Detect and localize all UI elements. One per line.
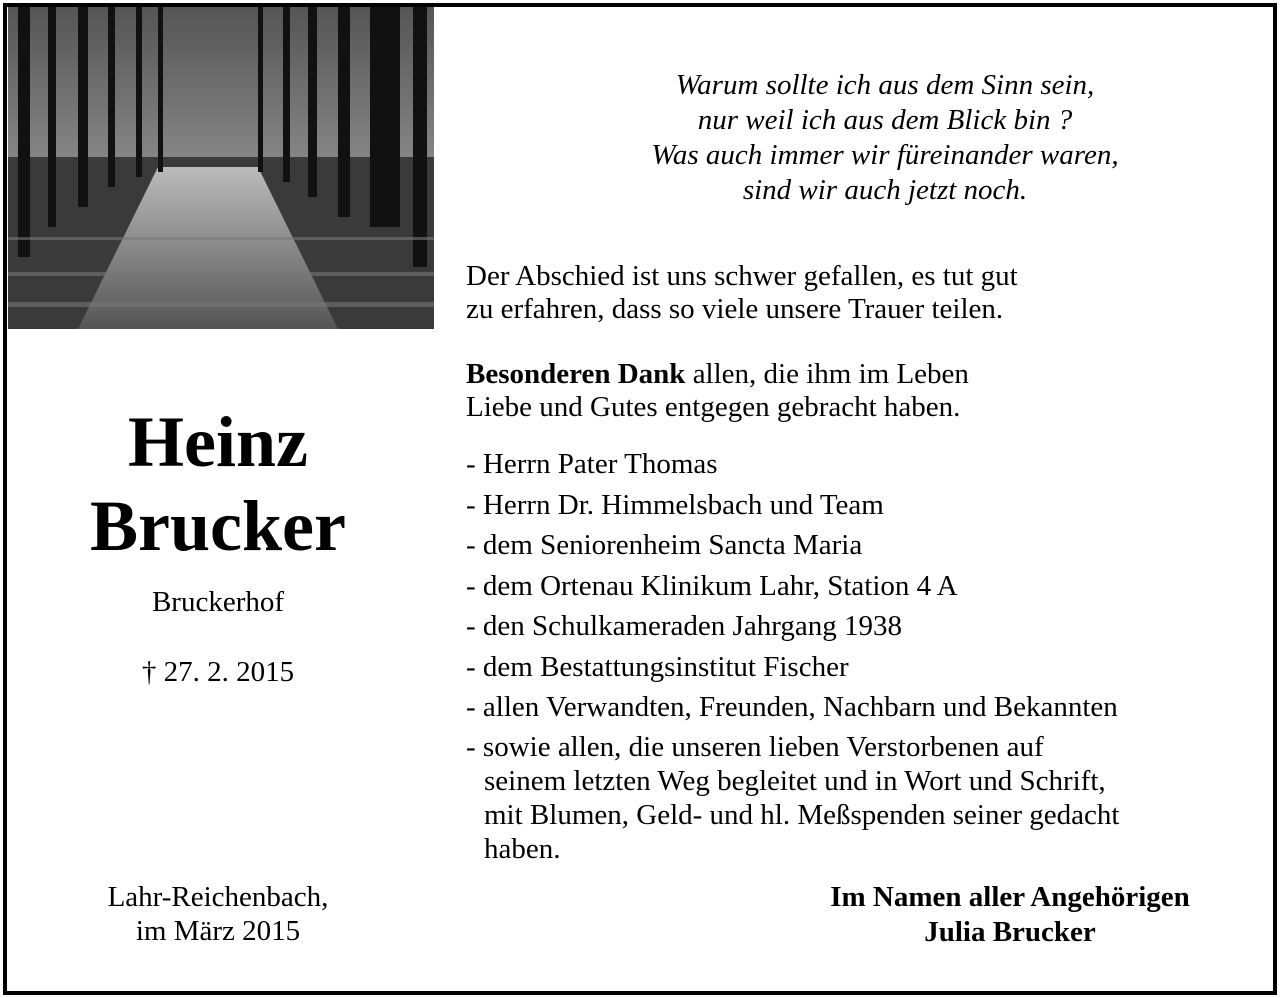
signature xyxy=(760,880,1260,950)
poem xyxy=(640,68,1250,208)
deceased-name xyxy=(8,400,428,568)
list-item: - dem Bestattungsinstitut Fischer xyxy=(466,650,849,683)
location-line-2: im März 2015 xyxy=(135,915,301,947)
thanks-intro-line-2: zu erfahren, dass so viele unsere Trauer teilen. xyxy=(466,293,1004,325)
thanks-list xyxy=(466,444,1256,866)
special-thanks-bold: Besonderen Dank xyxy=(466,358,686,390)
poem-line-1: Warum sollte ich aus dem Sinn sein, xyxy=(675,69,1095,101)
deceased-place: Bruckerhof xyxy=(151,586,285,618)
location-date xyxy=(8,880,428,948)
last-name: Brucker xyxy=(90,486,346,566)
list-item: - den Schulkameraden Jahrgang 1938 xyxy=(466,610,902,642)
last-item-line-1: - sowie allen, die unseren lieben Verstorbenen auf xyxy=(466,730,1044,763)
poem-line-2: nur weil ich aus dem Blick bin ? xyxy=(697,104,1073,136)
death-date: † 27. 2. 2015 xyxy=(141,656,295,688)
list-item: - dem Ortenau Klinikum Lahr, Station 4 A xyxy=(466,569,958,602)
special-thanks xyxy=(466,358,1256,424)
forest-path-image xyxy=(8,7,434,329)
thanks-intro xyxy=(466,260,1256,326)
special-thanks-rest: allen, die ihm im Leben xyxy=(685,358,969,390)
list-item: - allen Verwandten, Freunden, Nachbarn und Bekannten xyxy=(466,691,1118,723)
poem-line-3: Was auch immer wir füreinander waren, xyxy=(651,139,1119,171)
special-thanks-line-1 xyxy=(466,358,1256,391)
signature-line-2: Julia Brucker xyxy=(924,916,1096,948)
poem-line-4: sind wir auch jetzt noch. xyxy=(742,174,1028,206)
location-line-1: Lahr-Reichenbach, xyxy=(107,881,329,913)
last-item-line-4: haben. xyxy=(484,832,561,865)
special-thanks-line-2: Liebe und Gutes entgegen gebracht haben. xyxy=(466,391,961,423)
first-name: Heinz xyxy=(128,402,308,482)
thanks-intro-line-1: Der Abschied ist uns schwer gefallen, es tut gut xyxy=(466,260,1018,292)
list-item-last xyxy=(466,728,1256,866)
list-item: - Herrn Dr. Himmelsbach und Team xyxy=(466,488,884,521)
signature-line-1: Im Namen aller Angehörigen xyxy=(830,881,1190,913)
last-item-line-3: mit Blumen, Geld- und hl. Meßspenden seiner gedacht xyxy=(484,798,1120,831)
list-item: - dem Seniorenheim Sancta Maria xyxy=(466,529,863,561)
forest-path-image-svg xyxy=(8,7,434,329)
list-item: - Herrn Pater Thomas xyxy=(466,448,718,480)
last-item-line-2: seinem letzten Weg begleitet und in Wort und Schrift, xyxy=(484,764,1106,797)
